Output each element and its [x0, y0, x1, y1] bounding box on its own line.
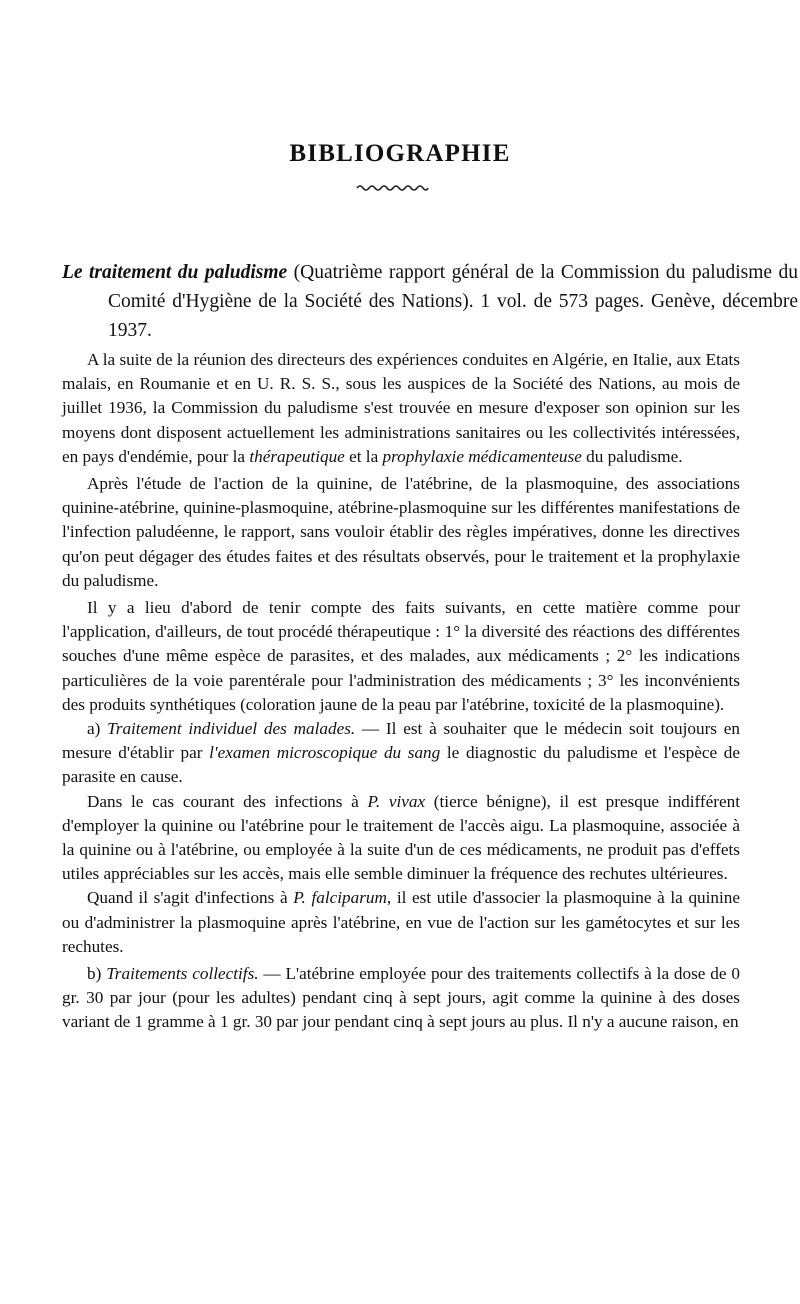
paragraph-2: Après l'étude de l'action de la quinine, de l'atébrine, de la plasmoquine, des associations quinine-atébrine, quinine-plasmoquine, atébrine-plasmoquine sur les différentes manifestations de l'infection paludéenne, le rapport, sans vouloir établir des règles impératives, donne les directives qu'on peut dégager des études faites et des résultats observés, pour le traitement et la prophylaxie du paludisme. [62, 474, 740, 590]
bibliography-entry [62, 258, 798, 345]
text-run: a) [87, 719, 108, 739]
italic-run: Traitement individuel des malades. [107, 719, 356, 739]
text-run: b) [87, 964, 107, 984]
text-run: Quand il s'agit d'infections à [87, 888, 294, 908]
page-title: BIBLIOGRAPHIE [289, 140, 511, 167]
italic-run: prophylaxie médicamenteuse [382, 446, 582, 466]
entry-details: (Quatrième rapport général de la Commission du paludisme du Comité d'Hygiène de la Société des Nations). 1 vol. de 573 pages. Genève, décembre 1937. [108, 262, 798, 341]
italic-run: Traitements collectifs. [106, 964, 259, 984]
italic-run: P. vivax [367, 791, 426, 811]
text-run: du paludisme. [581, 446, 683, 466]
paragraph-3: Il y a lieu d'abord de tenir compte des faits suivants, en cette matière comme pour l'application, d'ailleurs, de tout procédé thérapeutique : 1° la diversité des réactions des différentes souches d'une même espèce de parasites, et des malades, aux médicaments ; 2° les indications particulières de la voie parentérale pour l'administration des médicaments ; 3° les inconvénients des produits synthétiques (coloration jaune de la peau par l'atébrine, toxicité de la plasmoquine). [62, 598, 740, 714]
text-run: , il est utile d'associer la plasmoquine à la quinine ou d'administrer la plasmoquine après l'atébrine, en vue de l'action sur les gamétocytes et sur les rechutes. [62, 888, 741, 956]
paragraph-6 [62, 886, 740, 959]
italic-run: P. falciparum [293, 888, 387, 908]
entry-title: Le traitement du paludisme [62, 262, 288, 283]
text-run: et la [344, 446, 383, 466]
italic-run: l'examen microscopique du sang [209, 743, 441, 763]
title-ornament [355, 182, 430, 194]
review-body [62, 348, 740, 1035]
paragraph-4 [62, 717, 740, 790]
paragraph-5 [62, 790, 740, 887]
paragraph-1 [62, 348, 740, 469]
text-run: Dans le cas courant des infections à [87, 791, 368, 811]
text-run: — Il est à souhaiter que le médecin soit toujours en mesure d'établir par [62, 719, 740, 763]
text-run: — L'atébrine employée pour des traitements collectifs à la dose de 0 gr. 30 par jour (pour les adultes) pendant cinq à sept jours, agit comme la quinine à des doses variant de 1 gramme à 1 gr. 30 par jour pendant cinq à sept jours au plus. Il n'y a aucune raison, en [62, 964, 740, 1032]
text-run: le diagnostic du paludisme et l'espèce de parasite en cause. [62, 743, 740, 787]
paragraph-7 [62, 962, 740, 1035]
text-run: (tierce bénigne), il est presque indifférent d'employer la quinine ou l'atébrine pour le traitement de l'accès aigu. La plasmoquine, associée à la quinine ou à l'atébrine, ou employée à la suite d'un de ces médicaments, ne produit pas d'effets utiles appréciables sur les accès, mais elle semble diminuer la fréquence des rechutes ultérieures. [62, 791, 740, 884]
italic-run: thérapeutique [249, 446, 345, 466]
text-run: A la suite de la réunion des directeurs des expériences conduites en Algérie, en Italie, aux Etats malais, en Roumanie et en U. R. S. S., sous les auspices de la Société des Nations, au mois de juillet 1936, la Commission du paludisme s'est trouvée en mesure d'exposer son opinion sur les moyens dont disposent actuellement les administrations sanitaires ou les collectivités intéressées, en pays d'endémie, pour la [62, 350, 740, 466]
